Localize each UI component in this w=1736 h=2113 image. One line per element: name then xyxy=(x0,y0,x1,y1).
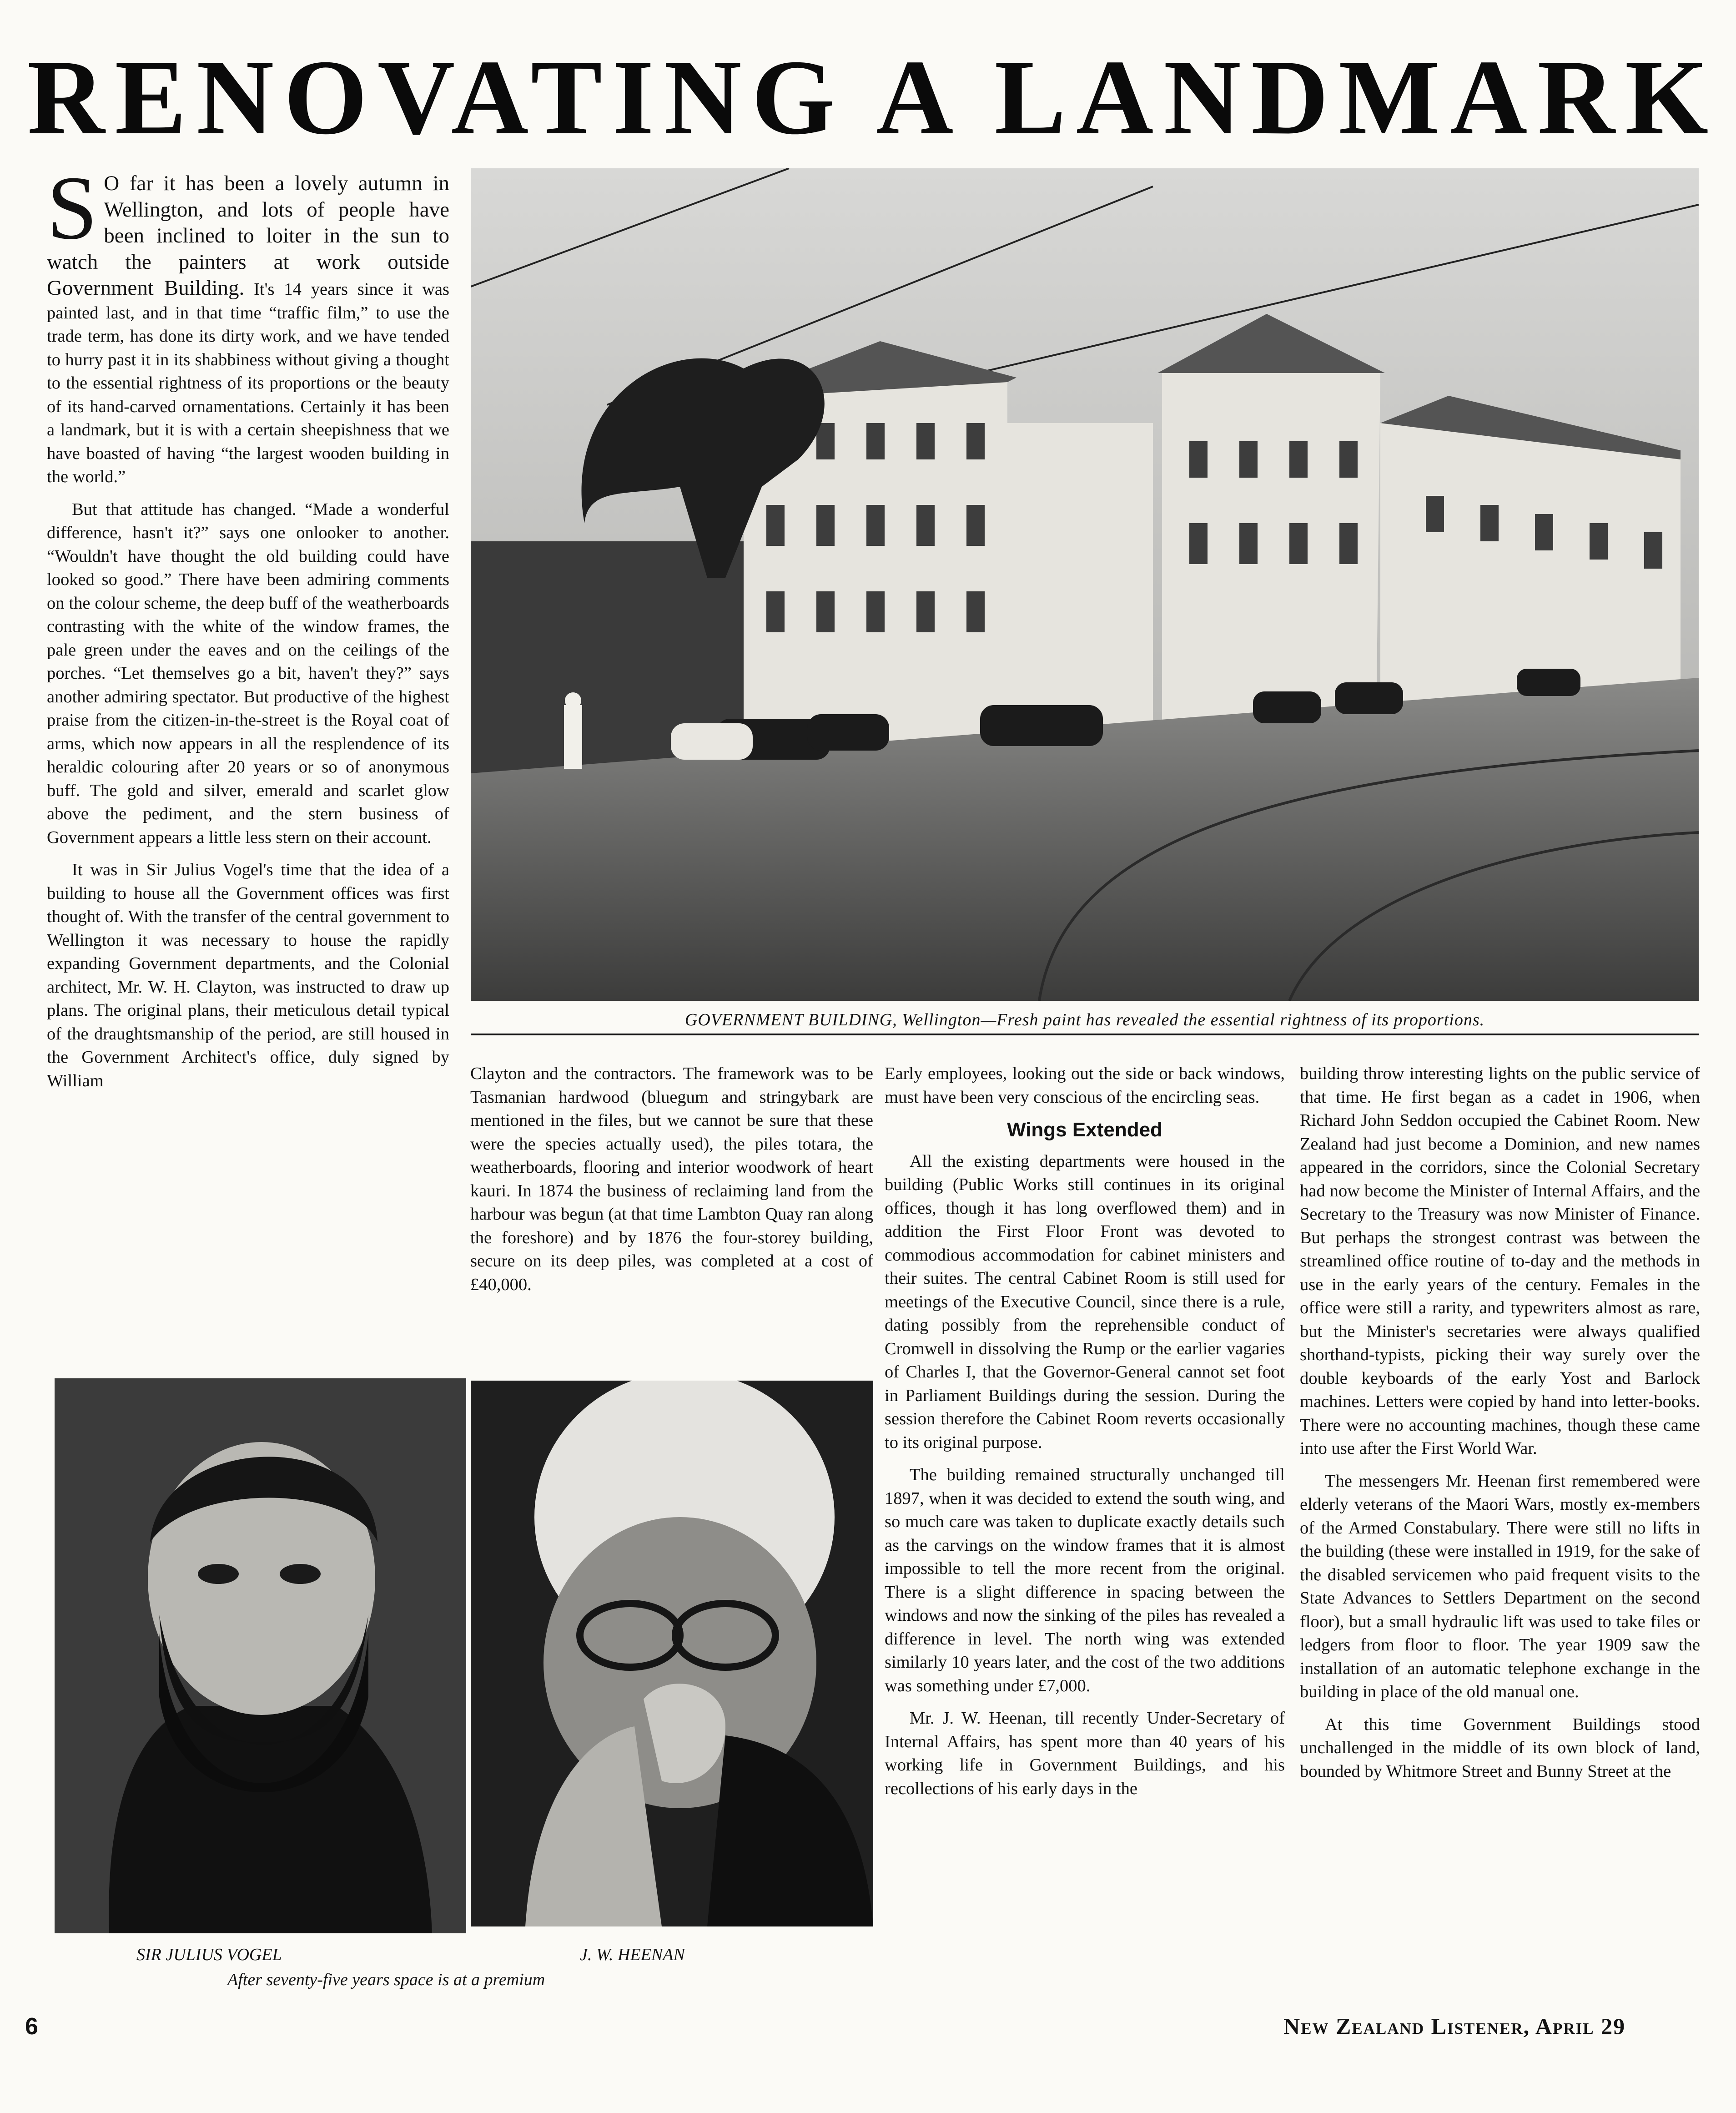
page-number: 6 xyxy=(25,2013,38,2040)
masthead-footer: New Zealand Listener, April 29 xyxy=(1283,2013,1626,2039)
main-photo-caption: GOVERNMENT BUILDING, Wellington—Fresh paint has revealed the essential rightness of its proportions. xyxy=(684,1010,1485,1029)
government-building-photo xyxy=(471,168,1699,1001)
portraits-caption: After seventy-five years space is at a premium xyxy=(227,1970,545,1989)
paragraph: But that attitude has changed. “Made a wonderful difference, hasn't it?” says one onlooker to another. “Wouldn't have thought the old building could have looked so good.” There have been admiring comments on the colour scheme, the deep buff of the weatherboards contrasting with the white of the window frames, the pale green under the eaves and on the ceilings of the porches. “Let themselves go a bit, haven't they?” says another admiring spectator. But productive of the highest praise from the citizen-in-the-street is the Royal coat of arms, which now appears in all the resplendence of its heraldic colouring after 20 years or so of anonymous buff. The gold and silver, emerald and scarlet glow above the pediment, and the stern business of Government appears a little less stern on their account. xyxy=(47,499,449,847)
heenan-caption: J. W. HEENAN xyxy=(580,1945,685,1964)
heenan-portrait-photo xyxy=(471,1381,873,1926)
paragraph: The building remained structurally unchanged till 1897, when it was decided to extend the south wing, and so much care was taken to duplicate exactly details such as the carvings on the window frames that it is almost impossible to tell the more recent from the original. There is a slight difference in spacing between the windows and now the sinking of the piles has revealed a difference in level. The north wing was extended similarly 10 years later, and the cost of the two additions was something under £7,000. xyxy=(885,1465,1285,1695)
vogel-portrait-photo xyxy=(55,1378,466,1933)
lead-text: O far it has been a lovely autumn in Wellington, and lots of people have been inclined to loiter in the sun to watch the painters at work outside Government Building. xyxy=(47,171,449,300)
article-column-4 xyxy=(1300,1062,1700,1792)
paragraph: At this time Government Buildings stood unchallenged in the middle of its own block of land, bounded by Whitmore Street and Bunny Street at the xyxy=(1300,1715,1700,1781)
headline: RENOVATING A LANDMARK xyxy=(27,38,1719,157)
vogel-caption: SIR JULIUS VOGEL xyxy=(136,1945,282,1964)
subheading: Wings Extended xyxy=(1007,1119,1162,1141)
lead-paragraph xyxy=(47,158,449,489)
article-column-1 xyxy=(47,158,449,1102)
paragraph: All the existing departments were housed in the building (Public Works still continues in its original offices, though it has long overflowed them) and in addition the First Floor Front was devoted to commodious accommodation for cabinet ministers and their suites. The central Cabinet Room is still used for meetings of the Executive Council, since there is a rule, dating possibly from the reprehensible conduct of Cromwell in dissolving the Rump or the earlier vagaries of Charles I, that the Governor-General cannot set foot in Parliament Buildings during the session. During the session therefore the Cabinet Room reverts occasionally to its original purpose. xyxy=(885,1151,1285,1452)
lead-continuation: It's 14 years since it was painted last, and in that time “traffic film,” to use the trade term, has done its dirty work, and we have tended to hurry past it in its shabbiness without giving a thought to the essential rightness of its proportions or the beauty of its hand-carved ornamentations. Certainly it has been a landmark, but it is with a certain sheepishness that we have boasted of having “the largest wooden building in the world.” xyxy=(47,280,449,486)
paragraph: building throw interesting lights on the public service of that time. He first began as a cadet in 1906, when Richard John Seddon occupied the Cabinet Room. New Zealand had just become a Dominion, and new names appeared in the corridors, since the Colonial Secretary had now become the Minister of Internal Affairs, and the Secretary to the Treasury was now Minister of Finance. But perhaps the strongest contrast was between the streamlined office routine of to-day and the methods in use in the early years of the century. Females in the office were still a rarity, and typewriters almost as rare, but the Minister's secretaries were always qualified shorthand-typists, picking their way surely over the double keyboards of the early Yost and Barlock machines. Letters were copied by hand into letter-books. There were no accounting machines, though these came into use after the First World War. xyxy=(1300,1064,1700,1458)
article-column-3 xyxy=(885,1062,1285,1810)
caption-rule xyxy=(471,1034,1699,1035)
paragraph: It was in Sir Julius Vogel's time that the idea of a building to house all the Government offices was first thought of. With the transfer of the central government to Wellington it was necessary to house the rapidly expanding Government departments, and the Colonial architect, Mr. W. H. Clayton, was instructed to draw up plans. The original plans, their meticulous detail typical of the draughtsmanship of the period, are still housed in the Government Architect's office, duly signed by William xyxy=(47,860,449,1090)
drop-cap: S xyxy=(47,158,98,258)
paragraph: The messengers Mr. Heenan first remembered were elderly veterans of the Maori Wars, mostly ex-members of the Armed Constabulary. There were still no lifts in the building (these were installed in 1919, for the sake of the disabled servicemen who paid frequent visits to the State Advances to Settlers Department on the second floor), but a small hydraulic lift was used to take files or ledgers from floor to floor. The year 1909 saw the installation of an automatic telephone exchange in the building in place of the old manual one. xyxy=(1300,1471,1700,1701)
paragraph: Mr. J. W. Heenan, till recently Under-Secretary of Internal Affairs, has spent more than 40 years of his working life in Government Buildings, and his recollections of his early days in the xyxy=(885,1709,1285,1798)
paragraph: Clayton and the contractors. The framework was to be Tasmanian hardwood (bluegum and stringybark are mentioned in the files, but we cannot be sure that these were the species actually used), the piles totara, the weatherboards, flooring and interior woodwork of heart kauri. In 1874 the business of reclaiming land from the harbour was begun (at that time Lambton Quay ran along the foreshore) and by 1876 the four-storey building, secure on its deep piles, was completed at a cost of £40,000. xyxy=(470,1064,873,1294)
paragraph: Early employees, looking out the side or back windows, must have been very conscious of the encircling seas. xyxy=(885,1064,1285,1107)
article-column-2 xyxy=(470,1062,873,1306)
